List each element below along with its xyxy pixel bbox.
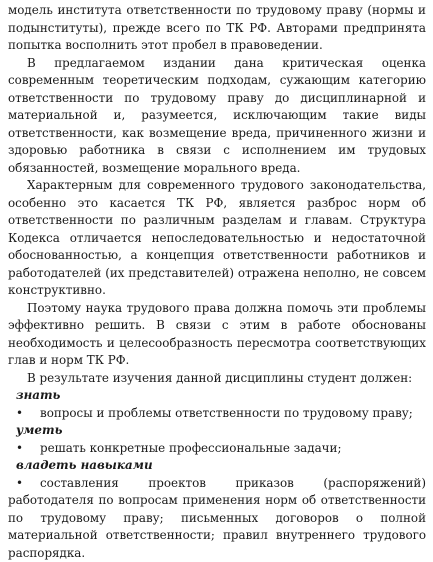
competency-item-know <box>8 405 426 423</box>
competency-text-master-skills: составления проектов приказов (распоряжений) работодателя по вопросам применения норм об ответственности по трудовому праву; письменных договоров о полной материальной ответственности; правил внутреннего трудового распорядка. <box>8 476 426 560</box>
competency-item-master-skills <box>8 475 426 562</box>
bullet-icon: • <box>16 440 40 458</box>
bullet-icon: • <box>16 475 40 493</box>
competency-item-be-able <box>8 440 426 458</box>
competency-heading-master-skills: владеть навыками <box>8 457 426 475</box>
paragraph-critical-assessment: В предлагаемом издании дана критическая оценка современным теоретическим подходам, сужающим категорию ответственности по трудовому праву до дисциплинарной и материальной и, разумеется, исключающим такие виды ответственности, как возмещение вреда, причиненного жизни и здоровью работника в связи с исполнением им трудовых обязанностей, возмещение морального вреда. <box>8 55 426 178</box>
competency-heading-be-able: уметь <box>8 422 426 440</box>
paragraph-continuation: модель института ответственности по трудовому праву (нормы и подынституты), прежде всего по ТК РФ. Авторами предпринята попытка восполнить этот пробел в правоведении. <box>8 2 426 55</box>
paragraph-legislation-characteristics: Характерным для современного трудового законодательства, особенно это касается ТК РФ, является разброс норм об ответственности по различным разделам и главам. Структура Кодекса отличается непоследовательностью и недостаточной обоснованностью, а концепция ответственности работников и работодателей (их представителей) отражена неполно, не совсем конструктивно. <box>8 177 426 300</box>
paragraph-study-results: В результате изучения данной дисциплины студент должен: <box>8 370 426 388</box>
paragraph-science-role: Поэтому наука трудового права должна помочь эти проблемы эффективно решить. В связи с этим в работе обоснованы необходимость и целесообразность пересмотра соответствующих глав и норм ТК РФ. <box>8 300 426 370</box>
competency-text-be-able: решать конкретные профессиональные задачи; <box>40 441 341 455</box>
competency-text-know: вопросы и проблемы ответственности по трудовому праву; <box>40 406 413 420</box>
bullet-icon: • <box>16 405 40 423</box>
competency-heading-know: знать <box>8 387 426 405</box>
